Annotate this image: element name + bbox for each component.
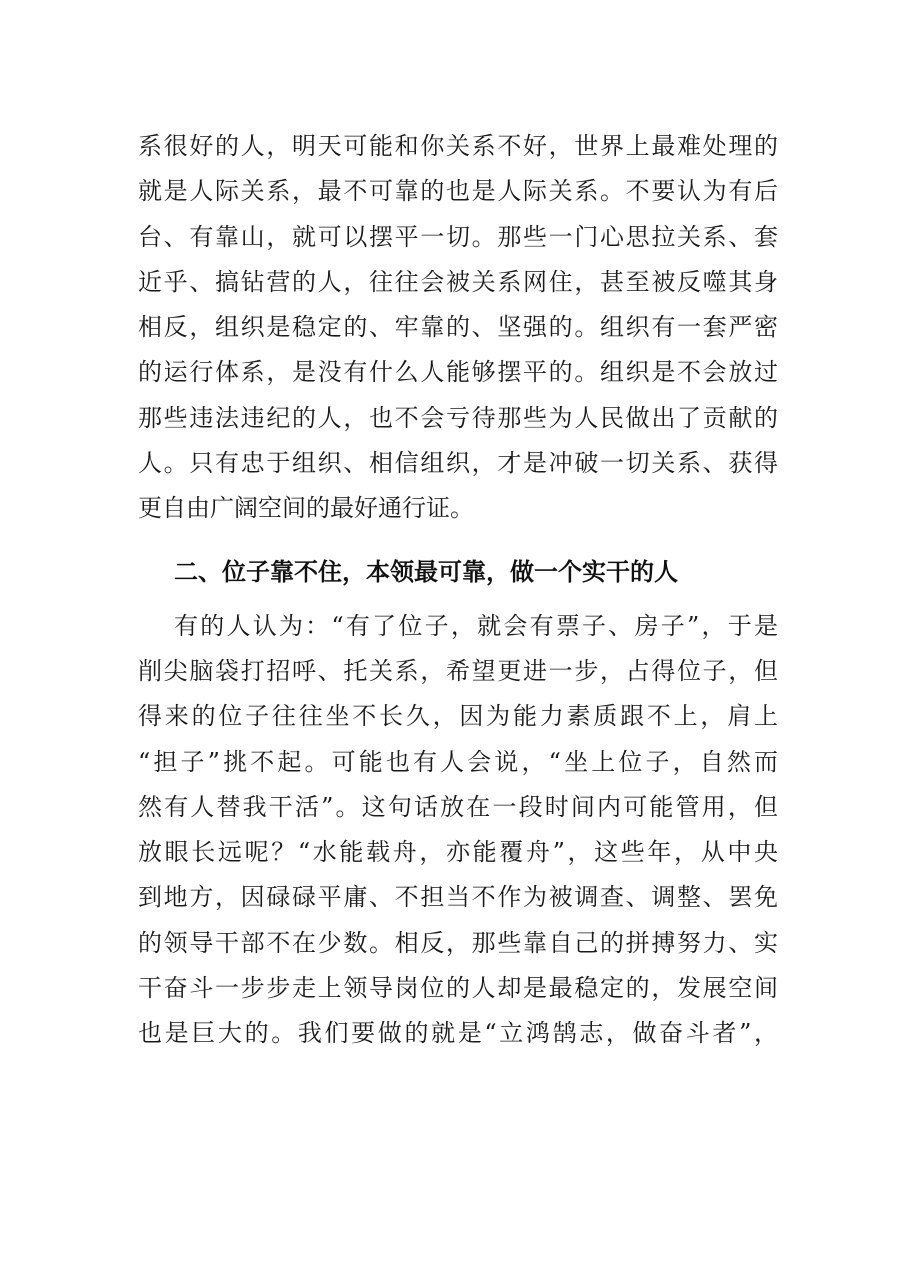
text-line: 更自由广阔空间的最好通行证。	[138, 494, 474, 523]
text-line: 也是巨大的。我们要做的就是“立鸿鹄志，做奋斗者”，	[138, 1019, 778, 1048]
text-line: 有的人认为：“有了位子，就会有票子、房子”，于是	[174, 611, 778, 640]
section-heading: 二、位子靠不住，本领最可靠，做一个实干的人	[174, 557, 678, 586]
text-line: 就是人际关系，最不可靠的也是人际关系。不要认为有后	[138, 177, 778, 206]
paragraph-relationships	[138, 124, 778, 532]
text-line: 那些违法违纪的人，也不会亏待那些为人民做出了贡献的	[138, 403, 778, 432]
text-line: 然有人替我干活”。这句话放在一段时间内可能管用，但	[138, 792, 778, 821]
text-line: “担子”挑不起。可能也有人会说，“坐上位子，自然而	[138, 747, 778, 776]
text-line: 的运行体系，是没有什么人能够摆平的。组织是不会放过	[138, 358, 778, 387]
text-line: 系很好的人，明天可能和你关系不好，世界上最难处理的	[138, 132, 778, 160]
text-line: 放眼长远呢？“水能载舟，亦能覆舟”，这些年，从中央	[138, 838, 778, 867]
text-line: 近乎、搞钻营的人，往往会被关系网住，甚至被反噬其身	[138, 267, 778, 296]
text-line: 削尖脑袋打招呼、托关系，希望更进一步，占得位子，但	[138, 656, 778, 685]
text-line: 人。只有忠于组织、相信组织，才是冲破一切关系、获得	[138, 449, 778, 478]
document-body	[138, 124, 778, 1057]
text-line: 得来的位子往往坐不长久，因为能力素质跟不上，肩上	[138, 702, 778, 731]
text-line: 的领导干部不在少数。相反，那些靠自己的拼搏努力、实	[138, 928, 778, 957]
text-line: 相反，组织是稳定的、牢靠的、坚强的。组织有一套严密	[138, 313, 778, 342]
text-line: 台、有靠山，就可以摆平一切。那些一门心思拉关系、套	[138, 222, 778, 251]
text-line: 到地方，因碌碌平庸、不担当不作为被调查、调整、罢免	[138, 883, 778, 912]
text-line: 干奋斗一步步走上领导岗位的人却是最稳定的，发展空间	[138, 974, 778, 1003]
paragraph-position	[138, 604, 778, 1057]
